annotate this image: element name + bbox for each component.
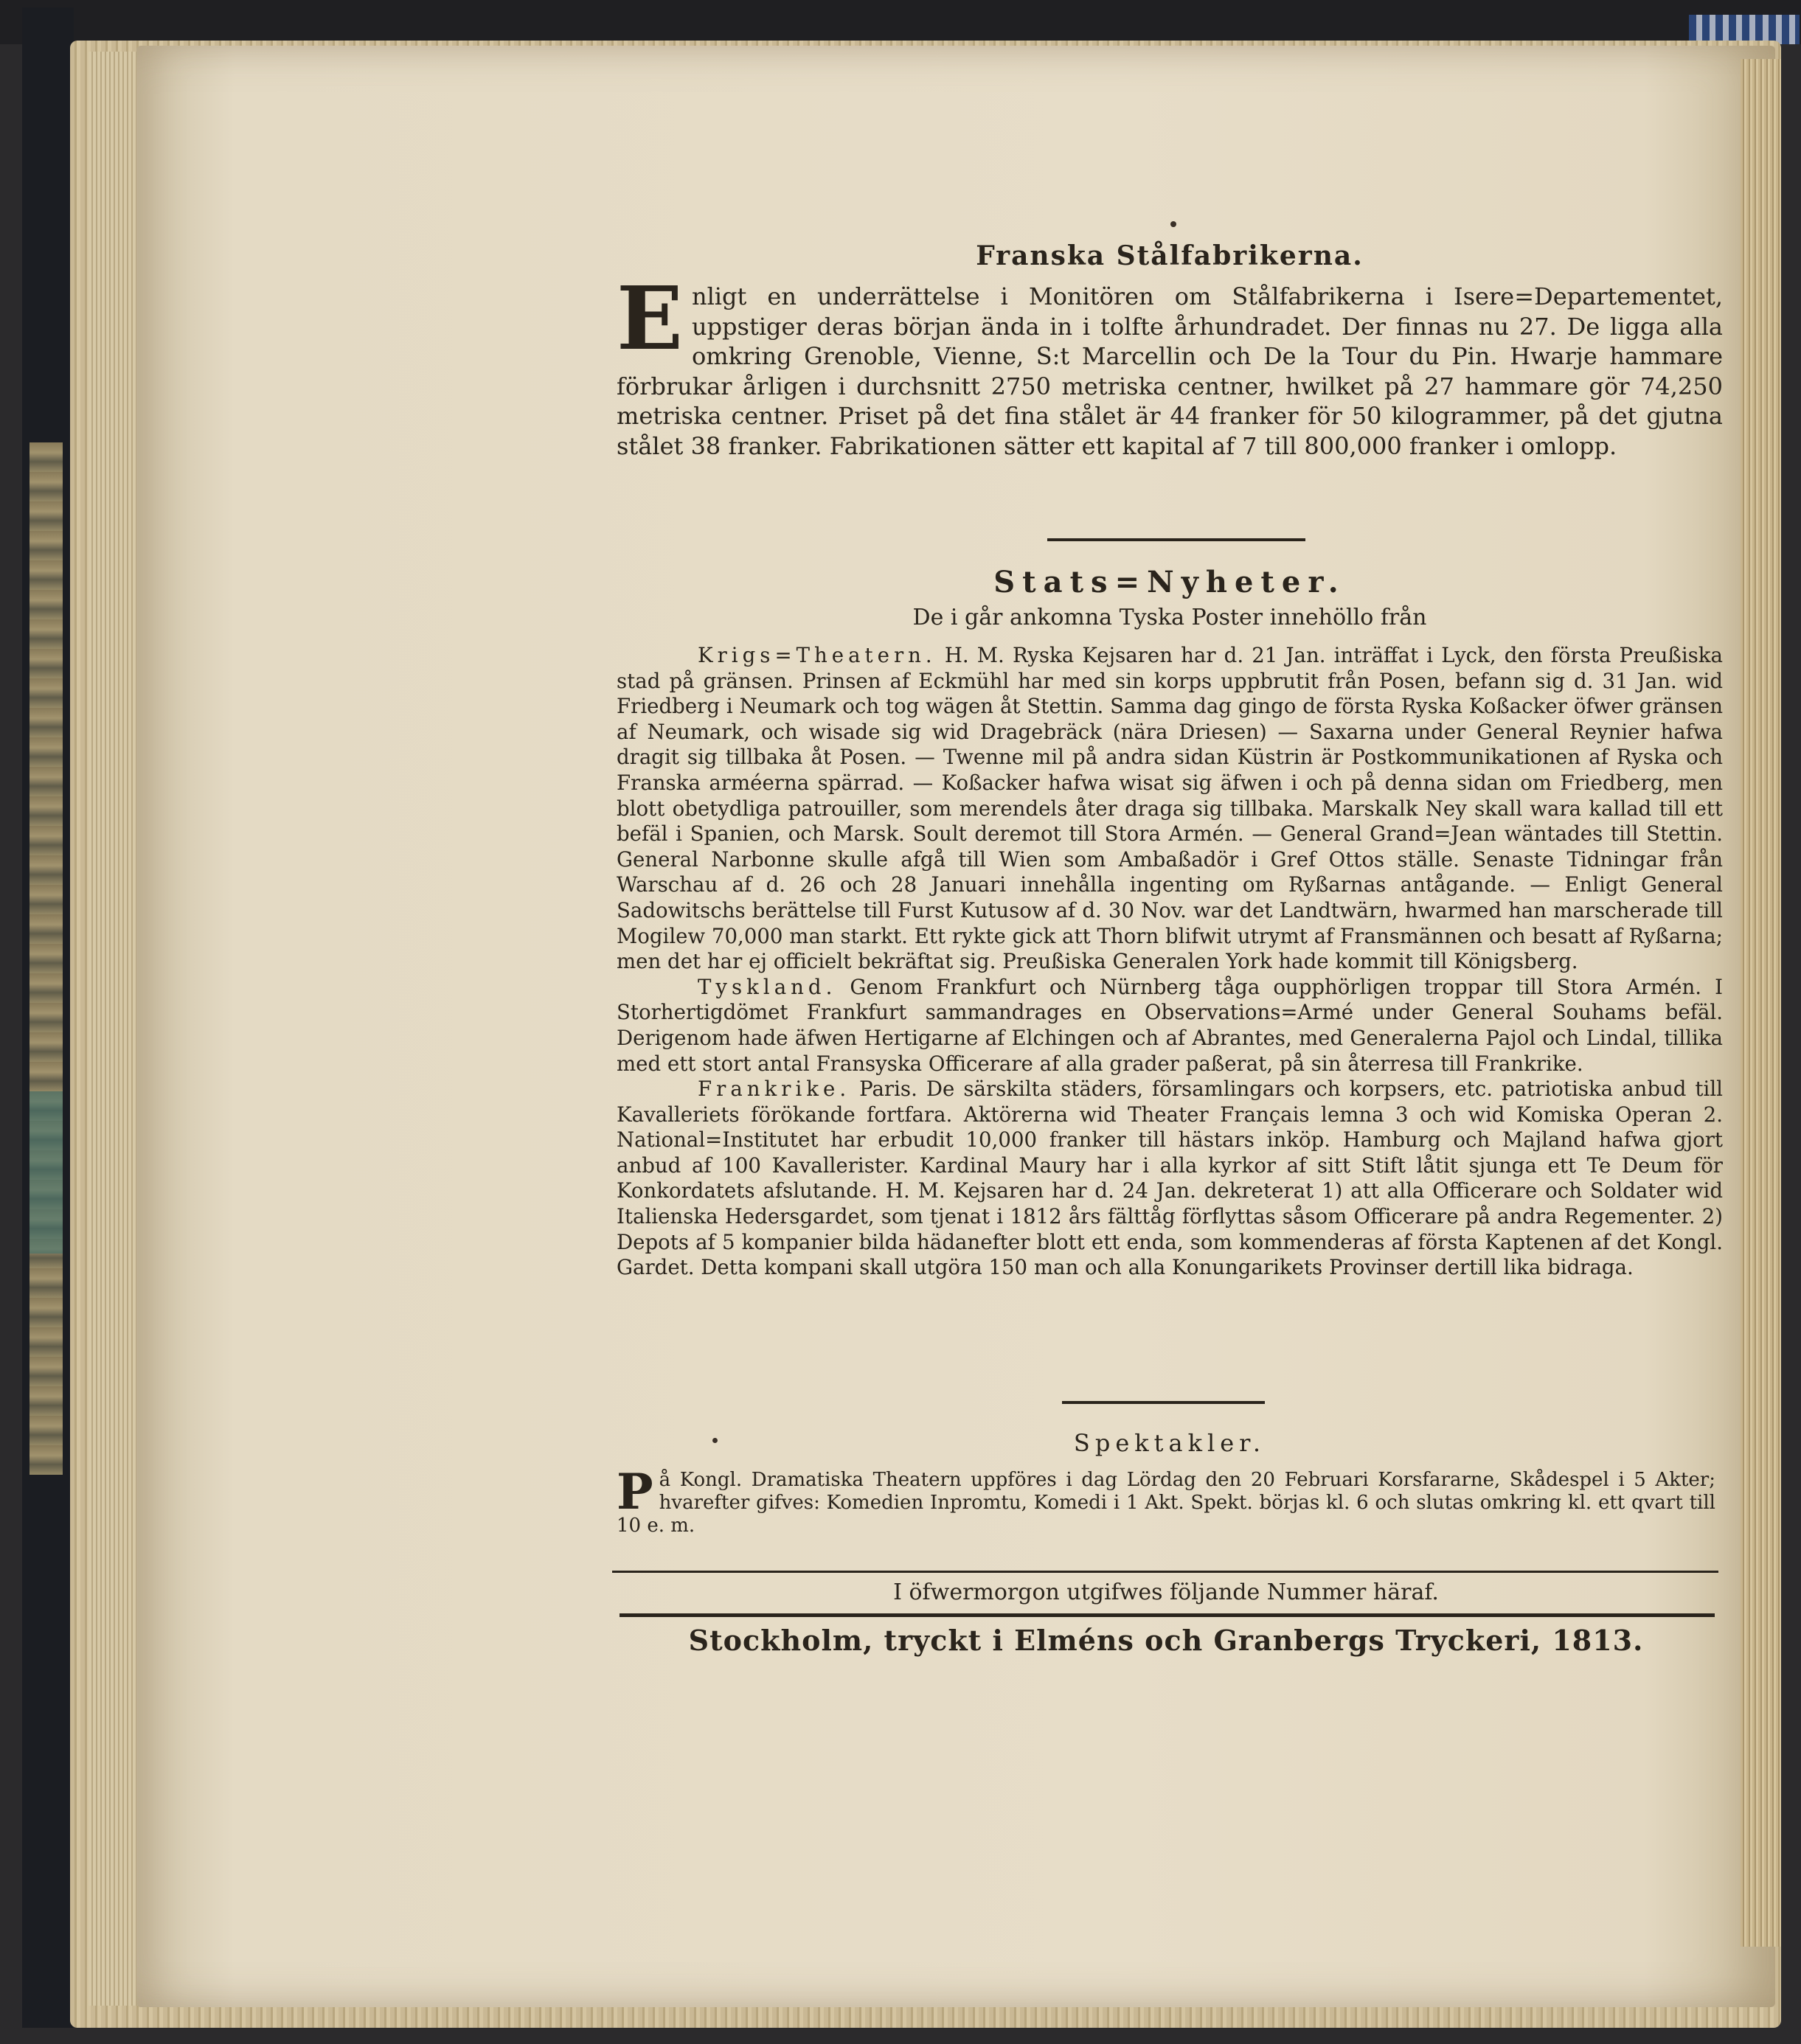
news-title: Stats=Nyheter. — [993, 565, 1346, 599]
news-heading: Krigs=Theatern. — [698, 643, 937, 667]
news-text: Genom Frankfurt och Nürnberg tåga oupphörligen troppar till Stora Armén. I Storhertigdömet Frankfurt sammandrages en Observations=Armé under General Souhams befäl. Derigenom hade äfwen Hertigarne af Elchingen och af Abrantes, med Generalerna Pajol och Lindal, tillika med ett stort antal Fransyska Officerare af alla grader paßerat, på sin återresa till Frankrike. — [617, 974, 1723, 1076]
spectacles-title: Spektakler. — [1073, 1429, 1266, 1457]
news-intro: De i går ankomna Tyska Poster innehöllo från — [912, 605, 1427, 630]
spectacles-notice — [617, 1463, 1715, 1537]
section-divider — [1047, 538, 1305, 541]
news-paragraph — [617, 643, 1723, 975]
news-heading: Tyskland. — [698, 974, 837, 999]
next-issue-note: I öfwermorgon utgifwes följande Nummer häraf. — [893, 1579, 1439, 1605]
spectacles-text: å Kongl. Dramatiska Theatern uppföres i dag Lördag den 20 Februari Korsfararne, Skådespel i 5 Akter; hvarefter gifves: Komedien Inpromtu, Komedi i 1 Akt. Spekt. börjas kl. 6 och slutas omkring kl. ett qvart till 10 e. m. — [617, 1469, 1715, 1537]
news-paragraph — [617, 1077, 1723, 1281]
ink-speck — [1170, 221, 1176, 227]
page-edges-left — [89, 52, 140, 2006]
page-edges-right — [1741, 59, 1781, 1947]
printer-imprint: Stockholm, tryckt i Elméns och Granbergs Tryckeri, 1813. — [688, 1624, 1644, 1657]
article-text: nligt en underrättelse i Monitören om Stålfabrikerna i Isere=Departementet, uppstiger deras början ända in i tolfte århundradet. Der finnas nu 27. De ligga alla omkring Grenoble, Vienne, S:t Marcellin och De la Tour du Pin. Hwarje hammare förbrukar årligen i durchsnitt 2750 metriska centner, hwilket på 27 hammare gör 74,250 metriska centner. Priset på det fina stålet är 44 franker för 50 kilogrammer, på det gjutna stålet 38 franker. Fabrikationen sätter ett kapital af 7 till 800,000 franker i omlopp. — [617, 282, 1723, 460]
article-body — [617, 267, 1723, 461]
news-text: Paris. De särskilta städers, församlingars och korpsers, etc. patriotiska anbud till Kavalleriets förökande fortfara. Aktörerna wid Theater Français lemna 3 och wid Komiska Operan 2. National=Institutet har erbudit 10,000 franker till hästars inköp. Hamburg och Majland hafwa gjort anbud af 100 Kavallerister. Kardinal Maury har i alla kyrkor af sitt Stift låtit sjunga ett Te Deum för Konkordatets afslutande. H. M. Kejsaren har d. 24 Jan. dekreterat 1) att alla Officerare och Soldater wid Italienska Hedersgardet, som tjenat i 1812 års fälttåg förflyttas såsom Officerare på andra Regementer. 2) Depots af 5 kompanier bilda hädanefter blott ett enda, som kommenderas af första Kaptenen af det Kongl. Gardet. Detta kompani skall utgöra 150 man och alla Konungarikets Provinser dertill lika bidraga. — [617, 1077, 1723, 1280]
news-heading: Frankrike. — [698, 1077, 851, 1102]
backdrop — [0, 0, 1801, 44]
drop-cap: P — [617, 1463, 653, 1520]
footer-rule — [620, 1613, 1715, 1617]
binding-stain — [30, 1091, 63, 1254]
news-paragraph — [617, 975, 1723, 1077]
drop-cap: E — [617, 267, 683, 369]
section-divider — [1062, 1401, 1265, 1404]
bookmark-ribbon — [1689, 15, 1800, 44]
news-text: H. M. Ryska Kejsaren har d. 21 Jan. inträffat i Lyck, den första Preußiska stad på gränsen. Prinsen af Eckmühl har med sin korps uppbrutit från Posen, befann sig d. 31 Jan. wid Friedberg i Neumark och tog wägen åt Stettin. Samma dag gingo de första Ryska Koßacker öfwer gränsen af Neumark, och wisade sig wid Dragebräck (nära Driesen) — Saxarna under General Reynier hafwa dragit sig tillbaka åt Posen. — Twenne mil på andra sidan Küstrin är Postkommunikationen af Ryska och Franska arméerna spärrad. — Koßacker hafwa wisat sig äfwen i och på denna sidan om Friedberg, men blott obetydliga patrouiller, som merendels åter draga sig tillbaka. Marskalk Ney skall wara kallad till ett befäl i Spanien, och Marsk. Soult deremot till Stora Armén. — General Grand=Jean wäntades till Stettin. General Narbonne skulle afgå till Wien som Ambaßadör i Gref Ottos ställe. Senaste Tidningar från Warschau af d. 26 och 28 Januari innehålla ingenting om Ryßarnas antågande. — Enligt General Sadowitschs berättelse till Furst Kutusow af d. 30 Nov. war det Landtwärn, hwarmed han marscherade till Mogilew 70,000 man starkt. Ett rykte gick att Thorn blifwit utrymt af Fransmännen och besatt af Ryßarna; men det har ej officielt bekräftat sig. Preußiska Generalen York hade kommit till Königsberg. — [617, 643, 1723, 974]
binding-cloth — [30, 442, 63, 1475]
news-body — [617, 643, 1723, 1281]
footer-rule — [612, 1571, 1718, 1573]
article-title: Franska Stålfabrikerna. — [976, 240, 1364, 271]
